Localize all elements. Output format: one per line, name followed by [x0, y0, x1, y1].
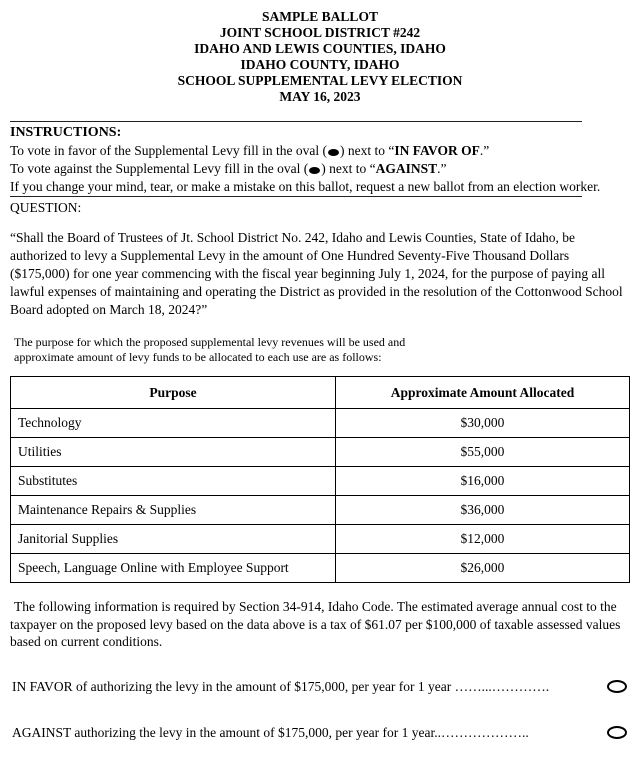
amount-cell: $55,000: [335, 438, 629, 467]
purpose-cell: Utilities: [11, 438, 336, 467]
table-row: [11, 409, 630, 438]
table-row: [11, 467, 630, 496]
amount-cell: $36,000: [335, 496, 629, 525]
table-row: [11, 438, 630, 467]
amount-cell: $12,000: [335, 525, 629, 554]
header-line-district: JOINT SCHOOL DISTRICT #242: [219, 25, 421, 40]
table-header-row: [11, 377, 630, 409]
instruction-against-mid: ) next to “: [321, 161, 376, 176]
purpose-cell: Technology: [11, 409, 336, 438]
table-row: [11, 525, 630, 554]
purpose-note-line-1: The purpose for which the proposed supplemental levy revenues will be used and: [14, 335, 406, 349]
instructions-heading: INSTRUCTIONS:: [10, 125, 122, 140]
choice-against-label: AGAINST authorizing the levy in the amount of $175,000, per year for 1 year: [12, 724, 435, 740]
table-row: [11, 496, 630, 525]
header-line-date: MAY 16, 2023: [279, 89, 361, 104]
header-line-county: IDAHO COUNTY, IDAHO: [240, 57, 400, 72]
purpose-cell: Janitorial Supplies: [11, 525, 336, 554]
choice-in-favor-text: [12, 678, 557, 696]
instruction-favor-pre: To vote in favor of the Supplemental Levy fill in the oval (: [10, 143, 327, 158]
in-favor-of-label: IN FAVOR OF: [394, 143, 480, 158]
against-label: AGAINST: [375, 161, 438, 176]
choice-in-favor-label: IN FAVOR of authorizing the levy in the amount of $175,000, per year for 1 year: [12, 678, 452, 694]
filled-oval-icon: [328, 149, 339, 156]
instruction-favor-line: [10, 142, 630, 160]
allocation-table: [10, 376, 630, 583]
choice-against-text: [12, 724, 537, 742]
divider-line-top: [10, 121, 582, 122]
dot-leader: ..………………..: [434, 724, 529, 740]
amount-cell: $26,000: [335, 554, 629, 583]
ballot-header: [10, 9, 630, 105]
tax-note: The following information is required by Section 34-914, Idaho Code. The estimated average annual cost to the taxpayer on the proposed levy based on the data above is a tax of $61.07 per $100,000 of taxable assessed values based on current conditions.: [10, 599, 621, 649]
instruction-against-pre: To vote against the Supplemental Levy fill in the oval (: [10, 161, 309, 176]
header-line-sample-ballot: SAMPLE BALLOT: [262, 9, 378, 24]
dot-leader: ……...………….: [454, 678, 550, 694]
instruction-favor-mid: ) next to “: [339, 143, 395, 158]
amount-cell: $16,000: [335, 467, 629, 496]
choice-in-favor: [10, 678, 630, 696]
purpose-cell: Substitutes: [11, 467, 336, 496]
purpose-cell: Maintenance Repairs & Supplies: [11, 496, 336, 525]
column-header-amount: Approximate Amount Allocated: [335, 377, 629, 409]
question-text: “Shall the Board of Trustees of Jt. School District No. 242, Idaho and Lewis Counties, State of Idaho, be authorized to levy a Supplemental Levy in the amount of One Hundred Seventy-Five Thousand Dollars ($175,000) for one year commencing with the fiscal year beginning July 1, 2024, for the purpose of paying all lawful expenses of maintaining and operating the District as provided in the resolution of the Cottonwood School Board adopted on March 18, 2024?”: [10, 230, 623, 317]
purpose-note: [10, 335, 630, 365]
question-section: [10, 199, 630, 319]
instruction-mistake-line: If you change your mind, tear, or make a mistake on this ballot, request a new ballot from an election worker.: [10, 179, 601, 194]
instruction-against-line: [10, 160, 630, 178]
against-oval[interactable]: [607, 726, 627, 739]
instruction-favor-post: .”: [479, 143, 490, 158]
in-favor-oval[interactable]: [607, 680, 627, 693]
amount-cell: $30,000: [335, 409, 629, 438]
instruction-against-post: .”: [437, 161, 447, 176]
column-header-purpose: Purpose: [11, 377, 336, 409]
instructions-section: [10, 124, 630, 196]
divider-line-bottom: [10, 196, 582, 197]
filled-oval-icon: [309, 167, 320, 174]
purpose-cell: Speech, Language Online with Employee Support: [11, 554, 336, 583]
question-heading: QUESTION:: [10, 200, 82, 215]
purpose-note-line-2: approximate amount of levy funds to be allocated to each use are as follows:: [14, 350, 382, 364]
choice-against: [10, 724, 630, 742]
table-row: [11, 554, 630, 583]
header-line-counties: IDAHO AND LEWIS COUNTIES, IDAHO: [194, 41, 446, 56]
header-line-election: SCHOOL SUPPLEMENTAL LEVY ELECTION: [177, 73, 463, 88]
